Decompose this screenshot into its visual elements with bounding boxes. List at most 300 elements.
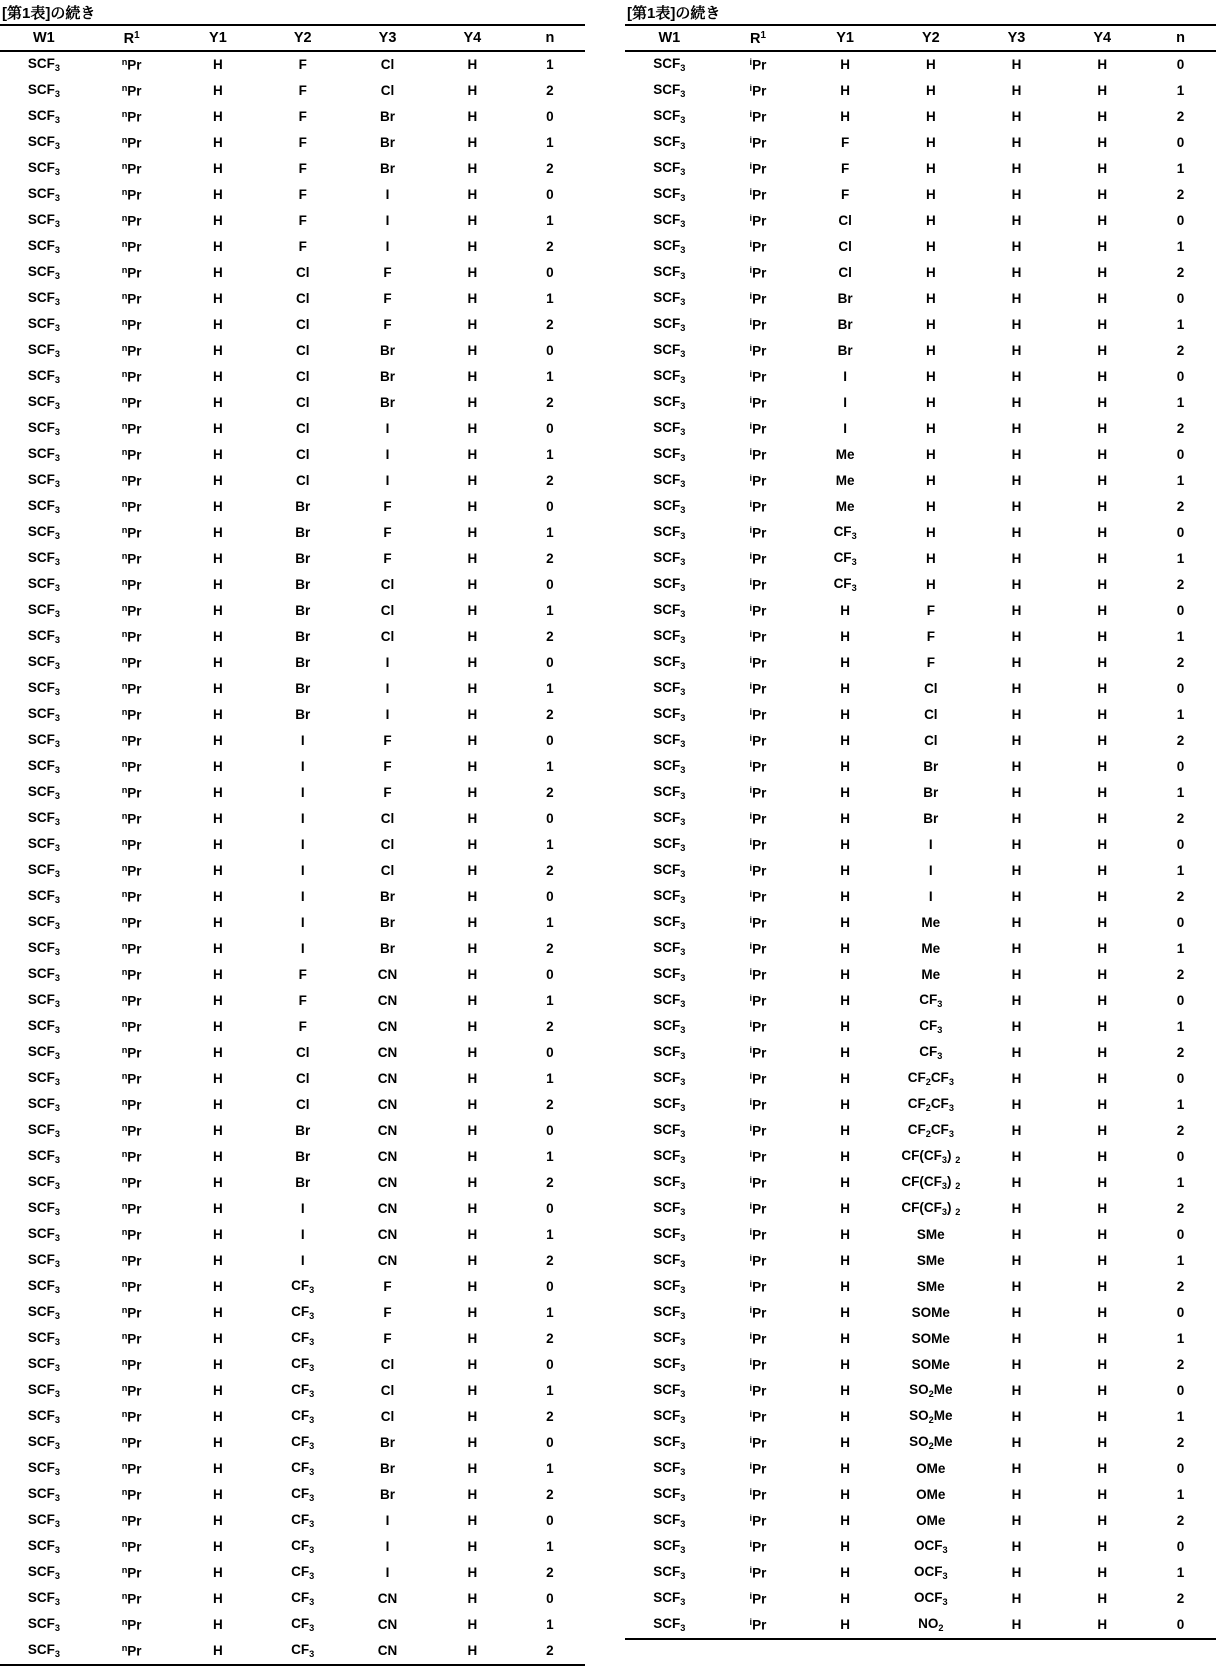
cell-n: 2 [1176, 1201, 1185, 1217]
cell-r1: $^i$Pr [749, 212, 767, 229]
cell-y2: SOMe [911, 1331, 950, 1347]
cell-y2: $CF_3$ [919, 991, 943, 1009]
cell-r1: $^n$Pr [121, 1070, 142, 1087]
cell-y3: F [383, 1331, 392, 1347]
table-row [625, 806, 1216, 832]
cell-r1: $^n$Pr [121, 1278, 142, 1295]
cell-y4: H [467, 525, 478, 541]
cell-y2: $CF_3$ [291, 1563, 315, 1581]
cell-y3: CN [377, 1643, 398, 1659]
cell-y4: H [467, 187, 478, 203]
cell-r1: $^i$Pr [749, 82, 767, 99]
cell-y2: Cl [295, 343, 310, 359]
cell-r1: $^n$Pr [121, 186, 142, 203]
cell-n: 2 [1176, 577, 1185, 593]
col-header-y3: Y3 [345, 25, 430, 51]
cell-r1: $^n$Pr [121, 264, 142, 281]
cell-w1: $SCF_3$ [653, 1355, 686, 1373]
cell-w1: $SCF_3$ [27, 653, 60, 671]
cell-y1: H [840, 1279, 850, 1295]
cell-r1: $^i$Pr [749, 1512, 767, 1529]
cell-y3: H [1011, 525, 1022, 541]
cell-r1: $^n$Pr [121, 628, 142, 645]
cell-y3: CN [377, 1617, 398, 1633]
cell-y3: H [1011, 421, 1022, 437]
cell-y2: H [925, 421, 936, 437]
cell-r1: $^i$Pr [749, 1070, 767, 1087]
cell-y4: H [1097, 1071, 1108, 1087]
cell-y1: H [840, 759, 850, 775]
table-row [0, 1638, 585, 1665]
cell-y3: CN [377, 1097, 398, 1113]
cell-y3: Cl [380, 629, 395, 645]
cell-n: 0 [1176, 1539, 1185, 1555]
cell-y2: H [925, 577, 936, 593]
cell-y2: F [298, 83, 307, 99]
cell-r1: $^i$Pr [749, 394, 767, 411]
cell-y4: H [467, 1253, 478, 1269]
cell-r1: $^n$Pr [121, 1512, 142, 1529]
cell-y2: Br [295, 525, 311, 541]
cell-w1: $SCF_3$ [27, 1433, 60, 1451]
cell-y1: H [840, 785, 850, 801]
cell-y3: H [1011, 1487, 1022, 1503]
cell-y2: $NO_2$ [918, 1615, 944, 1633]
table-row [0, 1300, 585, 1326]
cell-w1: $SCF_3$ [27, 1459, 60, 1477]
cell-y1: H [213, 1513, 223, 1529]
cell-y3: I [385, 1565, 390, 1581]
cell-y1: H [840, 993, 850, 1009]
table-row [0, 182, 585, 208]
table-row [625, 104, 1216, 130]
cell-y3: I [385, 1513, 390, 1529]
cell-r1: $^i$Pr [749, 784, 767, 801]
cell-n: 2 [1176, 1513, 1185, 1529]
cell-y1: H [213, 109, 223, 125]
cell-y2: Br [295, 499, 311, 515]
cell-w1: $SCF_3$ [653, 1303, 686, 1321]
cell-n: 0 [546, 733, 554, 749]
cell-n: 1 [546, 603, 554, 619]
cell-w1: $SCF_3$ [27, 445, 60, 463]
table-row [625, 494, 1216, 520]
cell-y2: H [925, 83, 936, 99]
cell-y3: Br [380, 135, 396, 151]
cell-n: 2 [1176, 811, 1185, 827]
cell-y1: H [840, 603, 850, 619]
table-row [0, 1248, 585, 1274]
cell-y3: H [1011, 187, 1022, 203]
cell-w1: $SCF_3$ [653, 601, 686, 619]
cell-y3: H [1011, 1331, 1022, 1347]
cell-y4: H [1097, 1383, 1108, 1399]
cell-r1: $^i$Pr [749, 706, 767, 723]
cell-y3: H [1011, 1435, 1022, 1451]
cell-y4: H [467, 135, 478, 151]
cell-y2: I [300, 1201, 305, 1217]
cell-y2: H [925, 551, 936, 567]
cell-n: 0 [1176, 57, 1185, 73]
cell-y3: CN [377, 1175, 398, 1191]
table-header [0, 25, 585, 51]
cell-y2: Br [295, 577, 311, 593]
cell-w1: $SCF_3$ [653, 1225, 686, 1243]
cell-y4: H [1097, 863, 1108, 879]
cell-y1: H [840, 1305, 850, 1321]
col-header-y2: Y2 [888, 25, 974, 51]
cell-w1: $SCF_3$ [653, 471, 686, 489]
cell-r1: $^i$Pr [749, 1486, 767, 1503]
cell-n: 0 [546, 421, 554, 437]
cell-y2: F [298, 1019, 307, 1035]
cell-y1: H [840, 941, 850, 957]
cell-y1: I [843, 369, 847, 385]
table-row [0, 806, 585, 832]
table-row [0, 962, 585, 988]
table-row [625, 1274, 1216, 1300]
cell-y1: H [213, 161, 223, 177]
cell-r1: $^i$Pr [749, 1200, 767, 1217]
table-row [0, 51, 585, 78]
cell-w1: $SCF_3$ [27, 367, 60, 385]
cell-y2: H [925, 135, 936, 151]
table-row [625, 1352, 1216, 1378]
col-header-n: n [515, 25, 585, 51]
cell-y2: H [925, 109, 936, 125]
cell-y3: H [1011, 1019, 1022, 1035]
cell-n: 0 [1176, 1305, 1185, 1321]
cell-r1: $^n$Pr [121, 706, 142, 723]
table-row [625, 1014, 1216, 1040]
cell-y3: H [1011, 1617, 1022, 1633]
cell-y1: H [213, 603, 223, 619]
cell-n: 0 [1176, 1461, 1185, 1477]
cell-y2: I [300, 1227, 305, 1243]
cell-n: 1 [546, 681, 554, 697]
cell-y2: Br [923, 785, 939, 801]
table-row [0, 364, 585, 390]
cell-y3: Br [380, 109, 396, 125]
cell-y4: H [1097, 187, 1108, 203]
cell-y3: H [1011, 265, 1022, 281]
cell-r1: $^i$Pr [749, 1096, 767, 1113]
cell-y1: Br [837, 317, 853, 333]
cell-y3: I [385, 213, 390, 229]
cell-y4: H [1097, 1201, 1108, 1217]
cell-y2: OMe [916, 1461, 946, 1477]
cell-w1: $SCF_3$ [653, 523, 686, 541]
table-row [625, 1560, 1216, 1586]
cell-w1: $SCF_3$ [653, 367, 686, 385]
table-row [0, 858, 585, 884]
cell-y3: I [385, 655, 390, 671]
cell-y2: Br [295, 655, 311, 671]
col-header-r1: $R^1$ [714, 25, 803, 51]
cell-y4: H [467, 837, 478, 853]
cell-y2: H [925, 161, 936, 177]
table-row [0, 1430, 585, 1456]
cell-n: 1 [546, 369, 554, 385]
cell-r1: $^n$Pr [121, 1200, 142, 1217]
cell-y2: H [925, 265, 936, 281]
cell-r1: $^n$Pr [121, 784, 142, 801]
cell-n: 1 [546, 213, 554, 229]
cell-y4: H [467, 473, 478, 489]
cell-y1: H [213, 421, 223, 437]
cell-y1: H [213, 811, 223, 827]
cell-y2: H [925, 291, 936, 307]
cell-n: 0 [1176, 213, 1185, 229]
cell-y1: H [840, 1409, 850, 1425]
cell-r1: $^i$Pr [749, 1538, 767, 1555]
cell-y1: H [213, 1253, 223, 1269]
cell-w1: $SCF_3$ [653, 549, 686, 567]
cell-y4: H [1097, 1227, 1108, 1243]
cell-y2: Br [295, 629, 311, 645]
cell-n: 0 [1176, 1149, 1185, 1165]
cell-y4: H [1097, 889, 1108, 905]
cell-y3: Cl [380, 1409, 395, 1425]
cell-y3: H [1011, 161, 1022, 177]
cell-r1: $^i$Pr [749, 186, 767, 203]
cell-w1: $SCF_3$ [653, 497, 686, 515]
cell-y1: H [213, 915, 223, 931]
cell-y1: H [213, 1071, 223, 1087]
cell-y1: H [213, 1565, 223, 1581]
cell-y4: H [467, 1097, 478, 1113]
cell-y3: H [1011, 473, 1022, 489]
cell-y2: I [300, 733, 305, 749]
table-row [0, 156, 585, 182]
cell-w1: $SCF_3$ [27, 757, 60, 775]
cell-r1: $^i$Pr [749, 108, 767, 125]
cell-r1: $^n$Pr [121, 1538, 142, 1555]
col-header-y4: Y4 [430, 25, 515, 51]
cell-y1: H [840, 1487, 850, 1503]
cell-r1: $^n$Pr [121, 836, 142, 853]
cell-y2: $CF_3$ [919, 1043, 943, 1061]
cell-y4: H [1097, 343, 1108, 359]
cell-y4: H [467, 1331, 478, 1347]
cell-w1: $SCF_3$ [653, 1017, 686, 1035]
table-row [625, 1482, 1216, 1508]
cell-y4: H [1097, 655, 1108, 671]
cell-n: 2 [546, 785, 554, 801]
table-row [625, 1404, 1216, 1430]
cell-y3: H [1011, 603, 1022, 619]
cell-y1: H [840, 707, 850, 723]
table-row [0, 1092, 585, 1118]
cell-y1: F [841, 187, 850, 203]
cell-y4: H [1097, 811, 1108, 827]
cell-w1: $SCF_3$ [653, 939, 686, 957]
cell-y1: H [213, 733, 223, 749]
cell-y2: I [300, 785, 305, 801]
table-row [0, 1534, 585, 1560]
cell-y1: H [213, 759, 223, 775]
cell-n: 0 [546, 1513, 554, 1529]
cell-y1: H [213, 655, 223, 671]
cell-n: 2 [1176, 1045, 1185, 1061]
table-row [0, 338, 585, 364]
cell-w1: $SCF_3$ [653, 185, 686, 203]
cell-y3: H [1011, 1071, 1022, 1087]
cell-y2: $SO_2Me$ [909, 1433, 953, 1451]
cell-y1: Cl [838, 265, 852, 281]
cell-w1: $SCF_3$ [653, 913, 686, 931]
cell-r1: $^n$Pr [121, 134, 142, 151]
cell-w1: $SCF_3$ [27, 81, 60, 99]
cell-y1: H [840, 1071, 850, 1087]
cell-y3: Br [380, 1487, 396, 1503]
cell-n: 1 [546, 1383, 554, 1399]
cell-y3: F [383, 759, 392, 775]
cell-n: 0 [1176, 135, 1185, 151]
cell-y3: H [1011, 317, 1022, 333]
cell-y4: H [1097, 109, 1108, 125]
cell-y1: H [213, 629, 223, 645]
cell-r1: $^n$Pr [121, 1382, 142, 1399]
cell-y3: Br [380, 161, 396, 177]
cell-r1: $^n$Pr [121, 1174, 142, 1191]
cell-y1: H [840, 109, 850, 125]
cell-w1: $SCF_3$ [653, 1381, 686, 1399]
cell-y2: $OCF_3$ [914, 1563, 948, 1581]
cell-r1: $^i$Pr [749, 264, 767, 281]
cell-r1: $^i$Pr [749, 680, 767, 697]
table-row [625, 910, 1216, 936]
cell-y4: H [1097, 1617, 1108, 1633]
cell-y1: H [840, 1045, 850, 1061]
cell-w1: $SCF_3$ [653, 861, 686, 879]
cell-y1: H [840, 57, 850, 73]
table-row [0, 728, 585, 754]
table-row [0, 416, 585, 442]
cell-y1: H [840, 1539, 850, 1555]
cell-r1: $^n$Pr [121, 1564, 142, 1581]
cell-n: 1 [1176, 1487, 1185, 1503]
cell-w1: $SCF_3$ [27, 835, 60, 853]
cell-y2: Br [295, 603, 311, 619]
cell-y3: H [1011, 109, 1022, 125]
cell-w1: $SCF_3$ [653, 263, 686, 281]
cell-y1: H [213, 941, 223, 957]
table-row [625, 1456, 1216, 1482]
cell-y4: H [467, 941, 478, 957]
cell-y4: H [467, 1019, 478, 1035]
cell-n: 0 [1176, 525, 1185, 541]
table-header [625, 25, 1216, 51]
cell-r1: $^n$Pr [121, 654, 142, 671]
cell-y3: I [385, 187, 390, 203]
table-row [625, 260, 1216, 286]
table-row [0, 494, 585, 520]
table-row [625, 572, 1216, 598]
cell-y2: $CF_2CF_3$ [907, 1069, 954, 1087]
table-row [625, 624, 1216, 650]
cell-y4: H [1097, 1591, 1108, 1607]
cell-r1: $^n$Pr [121, 1356, 142, 1373]
cell-y3: Cl [380, 83, 395, 99]
table-row [0, 650, 585, 676]
cell-y4: H [467, 1045, 478, 1061]
cell-y4: H [467, 265, 478, 281]
cell-y1: H [213, 1461, 223, 1477]
cell-y3: Cl [380, 603, 395, 619]
cell-y4: H [467, 1409, 478, 1425]
cell-y4: H [1097, 1097, 1108, 1113]
cell-n: 2 [546, 629, 554, 645]
cell-y4: H [467, 1383, 478, 1399]
table-row [625, 51, 1216, 78]
cell-n: 0 [546, 577, 554, 593]
cell-y4: H [1097, 1435, 1108, 1451]
cell-y1: H [213, 1201, 223, 1217]
cell-r1: $^i$Pr [749, 992, 767, 1009]
cell-r1: $^n$Pr [121, 758, 142, 775]
table-row [625, 1248, 1216, 1274]
cell-y2: I [300, 915, 305, 931]
cell-r1: $^n$Pr [121, 1252, 142, 1269]
cell-n: 2 [1176, 421, 1185, 437]
cell-y3: I [385, 239, 390, 255]
cell-y3: H [1011, 967, 1022, 983]
cell-y3: H [1011, 1383, 1022, 1399]
cell-y3: H [1011, 1097, 1022, 1113]
cell-y4: H [1097, 369, 1108, 385]
cell-y2: $CF_3$ [291, 1511, 315, 1529]
cell-y3: H [1011, 213, 1022, 229]
cell-r1: $^n$Pr [121, 940, 142, 957]
cell-y3: H [1011, 1279, 1022, 1295]
cell-w1: $SCF_3$ [653, 315, 686, 333]
cell-r1: $^i$Pr [749, 134, 767, 151]
cell-y4: H [1097, 291, 1108, 307]
cell-y3: H [1011, 837, 1022, 853]
cell-y3: F [383, 499, 392, 515]
cell-y2: F [298, 135, 307, 151]
cell-w1: $SCF_3$ [27, 1069, 60, 1087]
cell-w1: $SCF_3$ [27, 1589, 60, 1607]
cell-y1: H [213, 1305, 223, 1321]
cell-y3: CN [377, 993, 398, 1009]
cell-w1: $SCF_3$ [653, 783, 686, 801]
cell-r1: $^n$Pr [121, 212, 142, 229]
cell-w1: $SCF_3$ [653, 731, 686, 749]
cell-y4: H [467, 1227, 478, 1243]
cell-y2: I [300, 759, 305, 775]
cell-y2: F [298, 187, 307, 203]
cell-y1: F [841, 135, 850, 151]
table-row [0, 130, 585, 156]
cell-n: 2 [546, 83, 554, 99]
col-header-w1: W1 [0, 25, 88, 51]
table-row [625, 520, 1216, 546]
cell-n: 1 [1176, 1253, 1185, 1269]
cell-y2: H [925, 187, 936, 203]
cell-y2: $CF_3$ [291, 1329, 315, 1347]
cell-y2: Br [923, 811, 939, 827]
cell-w1: $SCF_3$ [653, 835, 686, 853]
cell-n: 2 [1176, 265, 1185, 281]
compound-table-right [625, 24, 1216, 1640]
cell-w1: $SCF_3$ [653, 1485, 686, 1503]
cell-y1: H [840, 83, 850, 99]
cell-w1: $SCF_3$ [653, 1121, 686, 1139]
cell-y1: H [213, 1591, 223, 1607]
cell-y1: H [213, 343, 223, 359]
